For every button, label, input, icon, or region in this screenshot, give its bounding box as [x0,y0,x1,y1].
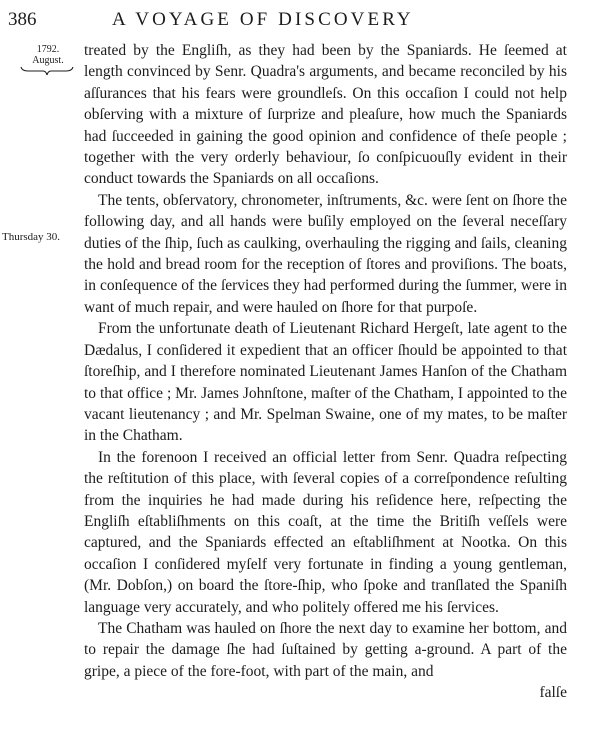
margin-date-note [22,44,74,66]
margin-day-note: Thursday 30. [2,231,61,243]
running-title: A VOYAGE OF DISCOVERY [112,9,414,30]
paragraph-3: From the unfortunate death of Lieutenant Richard Hergeſt, late agent to the Dædalus, I conſidered it expedient that an officer ſhould be appointed to that ſtoreſhip, and I therefore nominated Lieutenant James Hanſon of the Chatham to that office ; Mr. James Johnſtone, maſter of the Chatham, I appointed to the vacant lieutenancy ; and Mr. Spelman Swaine, one of my mates, to be maſter in the Chatham. [84,320,567,445]
paragraph-2: The tents, obſervatory, chronometer, inſtruments, &c. were ſent on ſhore the following day, and all hands were buſily employed on the ſeveral neceſſary duties of the ſhip, ſuch as caulking, overhauling the rigging and ſails, cleaning the hold and bread room for the reception of ſtores and proviſions. The boats, in conſequence of the ſervices they had performed during the ſummer, were in want of much repair, and were hauled on ſhore for that purpoſe. [84,191,567,316]
page-number: 386 [8,9,37,30]
margin-brace-icon [20,66,74,76]
margin-month: August. [32,55,64,66]
body-text [84,40,567,704]
margin-year: 1792. [36,44,60,55]
page-header [0,9,600,35]
paragraph-1: treated by the Engliſh, as they had been by the Spaniards. He ſeemed at length convinced by Senr. Quadra's arguments, and became reconciled by his aſſurances that his fears were groundleſs. On this occaſion I could not help obſerving with a mixture of ſurprize and pleaſure, how much the Spaniards had ſucceeded in gaining the good opinion and confidence of theſe people ; together with the very orderly behaviour, ſo conſpicuouſly evident in their conduct towards the Spaniards on all occaſions. [84,42,567,188]
catchword: falſe [539,684,567,702]
paragraph-5: The Chatham was hauled on ſhore the next day to examine her bottom, and to repair the damage ſhe had ſuſtained by getting a-ground. A part of the gripe, a piece of the fore-foot, with part of the main, and [84,619,567,680]
paragraph-4: In the forenoon I received an official letter from Senr. Quadra reſpecting the reſtitution of this place, with ſeveral copies of a correſpondence reſulting from the inquiries he had made during his reſidence here, reſpecting the Engliſh eſtabliſhments on this coaſt, at the time the Britiſh veſſels were captured, and the Spaniards effected an eſtabliſhment at Nootka. On this occaſion I conſidered myſelf very fortunate in finding a young gentleman, (Mr. Dobſon,) on board the ſtore-ſhip, who ſpoke and tranſlated the Spaniſh language very accurately, and who politely offered me his ſervices. [84,448,567,616]
